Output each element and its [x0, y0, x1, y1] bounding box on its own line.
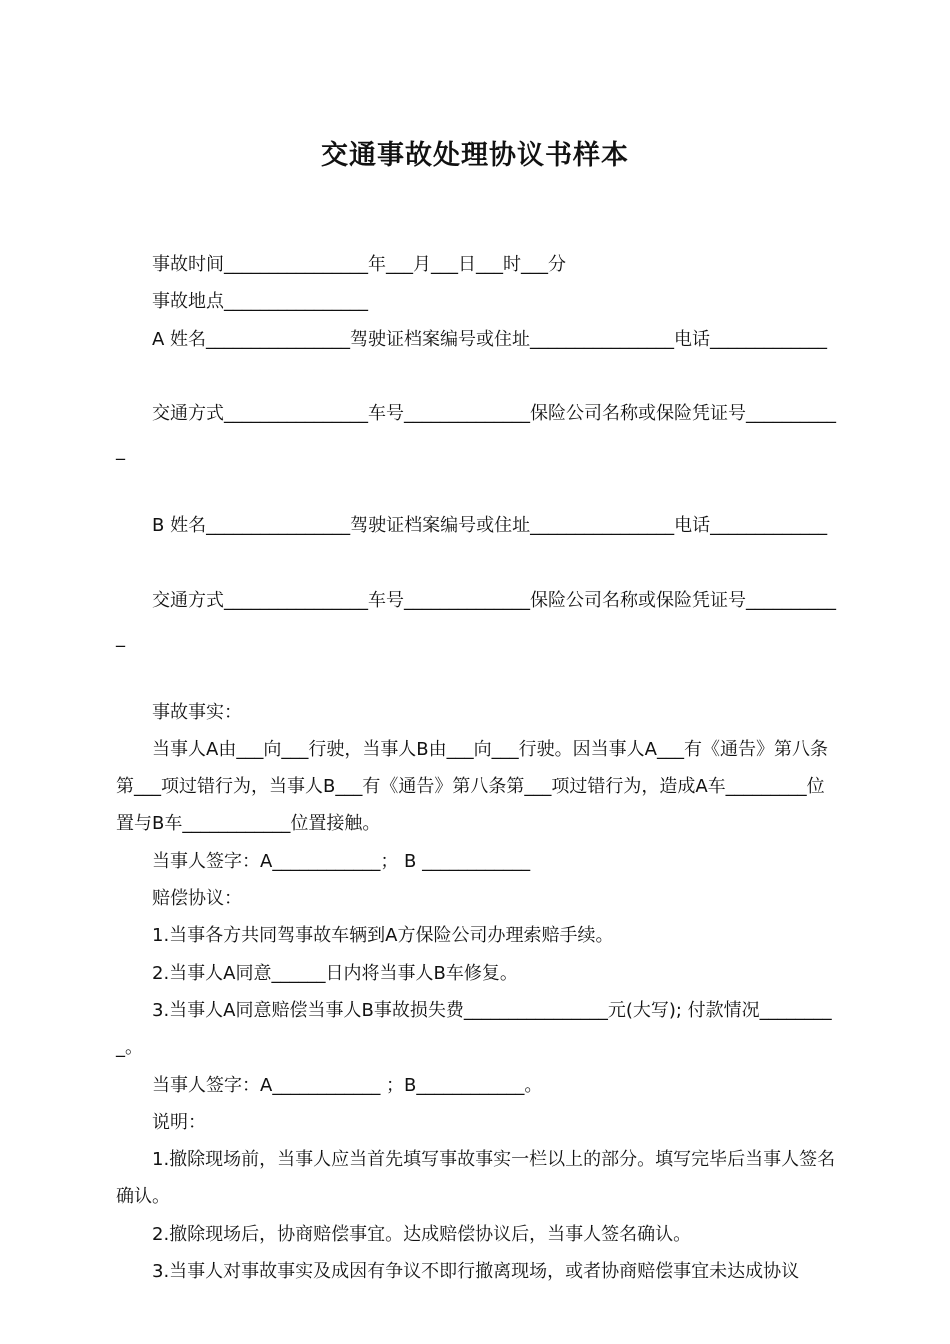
- blank-line: [116, 358, 840, 395]
- notes-item-3: 3.当事人对事故事实及成因有争议不即行撤离现场，或者协商赔偿事宜未达成协议: [152, 1261, 800, 1283]
- notes-item-2: 2.撤除现场后，协商赔偿事宜。达成赔偿协议后，当事人签名确认。: [152, 1223, 692, 1245]
- accident-facts-paragraph: 当事人A由___向___行驶，当事人B由___向___行驶。因当事人A___有《通告》第八条第___项过错行为，当事人B___有《通告》第八条第___项过错行为，造成A车_________位置与B车____________位置接触。: [116, 738, 828, 835]
- party-b-vehicle-line: 交通方式________________车号______________保险公司名称或保险凭证号___________: [116, 589, 836, 648]
- compensation-item-3: 3.当事人A同意赔偿当事人B事故损失费________________元(大写); 付款情况_________。: [116, 999, 832, 1059]
- party-a-name-line: A 姓名________________驾驶证档案编号或住址________________电话_____________: [152, 328, 828, 350]
- party-signature-line: 当事人签字：A____________； B ____________: [152, 850, 531, 872]
- document-body: [116, 246, 840, 1290]
- accident-time-line: 事故时间________________年___月___日___时___分: [152, 254, 566, 275]
- blank-line: [116, 544, 840, 581]
- notes-heading: 说明：: [152, 1111, 206, 1133]
- blank-line: [116, 656, 840, 693]
- blank-line: [116, 470, 840, 507]
- party-a-vehicle-line: 交通方式________________车号______________保险公司名称或保险凭证号___________: [116, 403, 836, 462]
- party-signature-line-2: 当事人签字：A____________ ；B____________。: [152, 1074, 543, 1096]
- compensation-item-1: 1.当事各方共同驾事故车辆到A方保险公司办理索赔手续。: [152, 925, 614, 947]
- document-title: 交通事故处理协议书样本: [321, 140, 629, 171]
- party-b-name-line: B 姓名________________驾驶证档案编号或住址________________电话_____________: [152, 515, 828, 537]
- accident-facts-heading: 事故事实：: [152, 701, 242, 723]
- compensation-item-2: 2.当事人A同意______日内将当事人B车修复。: [152, 962, 518, 984]
- notes-item-1: 1.撤除现场前，当事人应当首先填写事故事实一栏以上的部分。填写完毕后当事人签名确认。: [116, 1149, 836, 1208]
- compensation-heading: 赔偿协议：: [152, 888, 242, 910]
- accident-location-line: 事故地点________________: [152, 291, 368, 313]
